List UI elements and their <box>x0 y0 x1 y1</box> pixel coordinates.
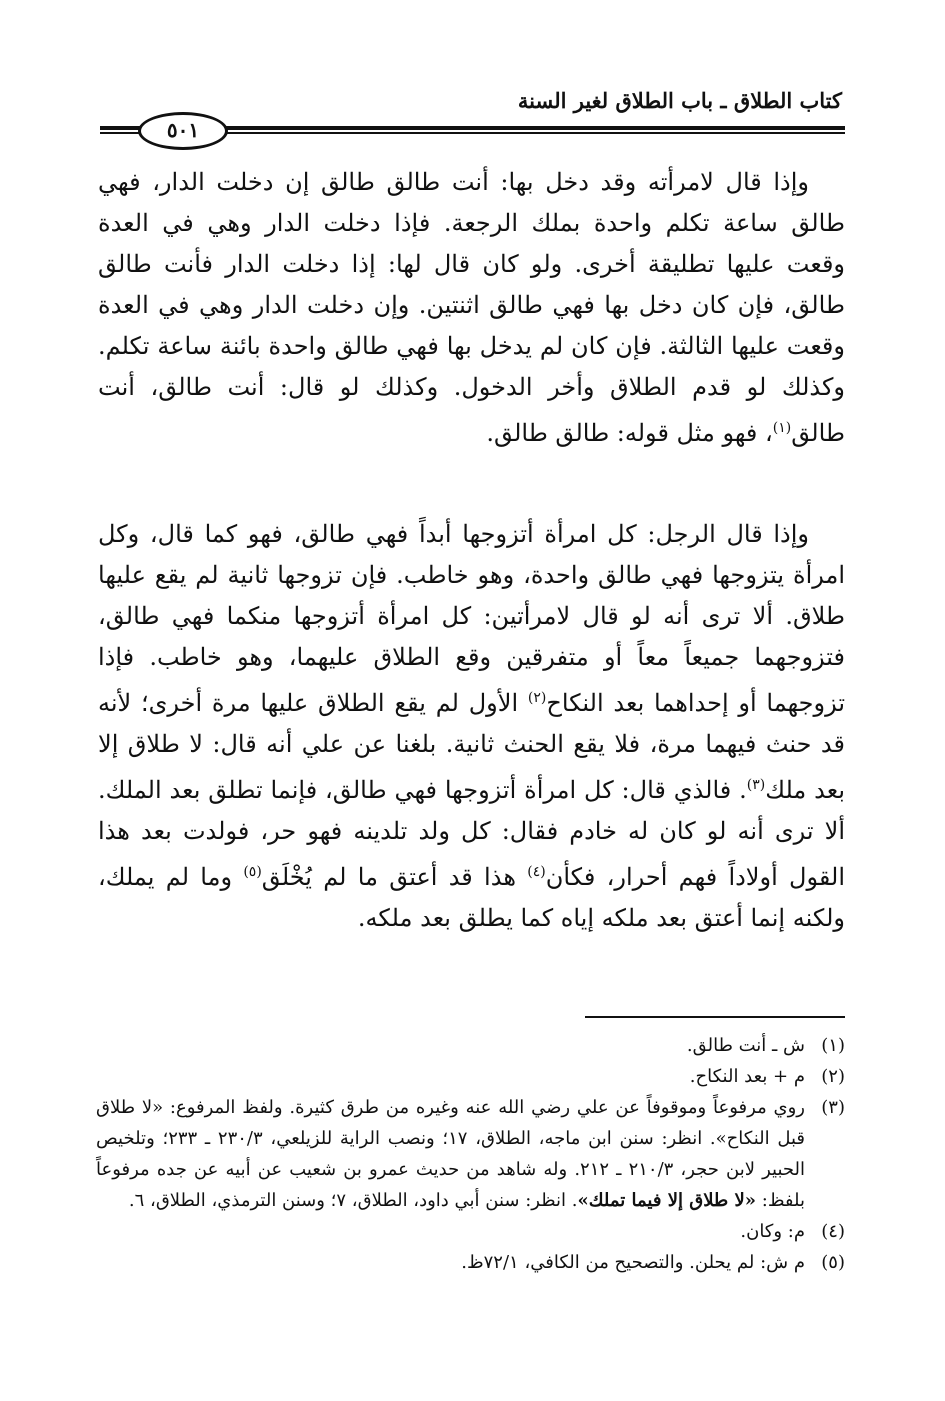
paragraph-2-text-e: وما لم يملك، ولكنه إنما أعتق بعد ملكه إياه كما يطلق بعد ملكه. <box>98 863 845 932</box>
page-number: ٥٠١ <box>138 112 228 150</box>
footnote-ref-1[interactable]: (١) <box>772 420 792 436</box>
footnote-3 <box>96 1092 845 1216</box>
footnotes <box>96 1030 845 1278</box>
footnote-separator <box>585 1016 845 1018</box>
footnote-text: ش ـ أنت طالق. <box>686 1035 805 1056</box>
paragraph-1-text: وإذا قال لامرأته وقد دخل بها: أنت طالق طالق إن دخلت الدار، فهي طالق ساعة تكلم واحدة بملك الرجعة. فإذا دخلت الدار وهي في العدة وقعت عليها تطليقة أخرى. ولو كان قال لها: إذا دخلت الدار فأنت طالق طالق، فإن كان دخل بها فهي طالق اثنتين. وإن دخلت الدار وهي في العدة وقعت عليها الثالثة. فإن كان لم يدخل بها فهي طالق واحدة بائنة ساعة تكلم. وكذلك لو قدم الطلاق وأخر الدخول. وكذلك لو قال: أنت طالق، أنت طالق <box>98 168 845 447</box>
paragraph-1 <box>98 162 845 454</box>
paragraph-2-text-a: وإذا قال الرجل: كل امرأة أتزوجها أبداً فهي طالق، فهو كما قال، وكل امرأة يتزوجها فهي طالق واحدة، وهو خاطب. فإن تزوجها ثانية لم يقع عليها طلاق. ألا ترى أنه لو قال لامرأتين: كل امرأة أتزوجها منكما فهي طالق، فتزوجهما جميعاً معاً أو متفرقين وقع الطلاق عليهما، وهو خاطب. فإذا تزوجهما أو إحداهما بعد النكاح <box>98 520 845 717</box>
footnote-4 <box>96 1216 845 1247</box>
footnote-number: (٥) <box>821 1252 845 1273</box>
footnote-ref-3[interactable]: (٣) <box>746 777 766 793</box>
paragraph-2-text-d: هذا قد أعتق ما لم يُخْلَق <box>261 863 528 891</box>
footnote-number: (٢) <box>821 1066 845 1087</box>
footnote-number: (٣) <box>821 1097 845 1118</box>
footnote-text-part: . انظر: سنن أبي داود، الطلاق، ٧؛ وسنن الترمذي، الطلاق، ٦. <box>128 1190 578 1211</box>
footnote-bold-quote: «لا طلاق إلا فيما تملك» <box>577 1190 757 1211</box>
footnote-text-part: روي مرفوعاً وموقوفاً عن علي رضي الله عنه وغيره من طرق كثيرة. ولفظ المرفوع: «لا طلاق قبل النكاح». انظر: سنن ابن ماجه، الطلاق، ١٧؛ ونصب الراية للزيلعي، ٢٣٠/٣ ـ ٢٣٣؛ وتلخيص الحبير لابن حجر، ٢١٠/٣ ـ ٢١٢. وله شاهد من حديث عمرو بن شعيب عن أبيه عن جده مرفوعاً بلفظ: <box>96 1097 806 1211</box>
running-head: كتاب الطلاق ـ باب الطلاق لغير السنة <box>517 88 842 113</box>
footnote-ref-5[interactable]: (٥) <box>243 864 262 880</box>
footnote-ref-4[interactable]: (٤) <box>527 864 546 880</box>
paragraph-2-text-b: الأول لم يقع الطلاق عليها مرة أخرى؛ لأنه قد حنث فيهما مرة، فلا يقع الحنث ثانية. بلغنا عن علي أنه قال: لا طلاق إلا بعد ملك <box>98 689 845 804</box>
footnote-number: (١) <box>821 1035 845 1056</box>
paragraph-1-text-end: ، فهو مثل قوله: طالق طالق. <box>486 419 773 447</box>
footnote-text: م + بعد النكاح. <box>689 1066 805 1087</box>
footnote-5 <box>96 1247 845 1278</box>
footnote-text: م: وكان. <box>740 1221 805 1242</box>
footnote-number: (٤) <box>821 1221 845 1242</box>
paragraph-2 <box>98 514 845 939</box>
footnote-text <box>96 1092 805 1216</box>
paragraph-2-text-c: . فالذي قال: كل امرأة أتزوجها فهي طالق، فإنما تطلق بعد الملك. ألا ترى أنه لو كان له خادم فقال: كل ولد تلدينه فهو حر، فولدت بعد هذا القول أولاداً فهم أحرار، فكأن <box>98 776 845 891</box>
footnote-text: م ش: لم يحلن. والتصحيح من الكافي، ٧٢/١ظ. <box>461 1252 805 1273</box>
footnote-ref-2[interactable]: (٢) <box>527 690 547 706</box>
footnote-1 <box>96 1030 845 1061</box>
footnote-2 <box>96 1061 845 1092</box>
